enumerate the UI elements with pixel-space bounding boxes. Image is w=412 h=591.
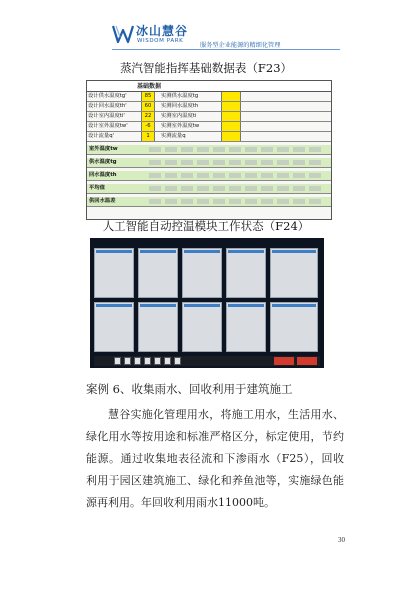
- table-row: [87, 122, 331, 132]
- row-label: 供水温度tg: [89, 159, 117, 165]
- row-label-measured: 实测回水温度th: [161, 103, 199, 109]
- base-data-table: [86, 80, 332, 220]
- page-header: [0, 0, 412, 52]
- case-title: 案例 6、收集雨水、回收利用于建筑施工: [86, 382, 293, 396]
- table-row: [87, 171, 331, 181]
- table-heading: 基础数据: [87, 81, 331, 92]
- row-label: 回水温度th: [89, 172, 117, 178]
- table-row: [87, 184, 331, 194]
- row-label: 设计室外温度tw': [88, 123, 128, 129]
- row-label-measured: 实测室外温度tw: [161, 123, 200, 129]
- row-label: 室外温度tw: [89, 146, 118, 152]
- row-value-measured: [221, 112, 241, 121]
- row-label: 设计流量q': [88, 133, 115, 139]
- row-label-measured: 实测流量q: [161, 133, 186, 139]
- body-paragraph: 慧谷实施化管理用水，将施工用水，生活用水、绿化用水等按用途和标准严格区分，标定使用，节约能源。通过收集地表径流和下渗雨水（F25），回收利用于园区建筑施工、绿化和养鱼池等，实施绿色能源再利用。年回收利用雨水11000吨。: [86, 408, 344, 509]
- control-screen-photo: [90, 238, 324, 368]
- row-value: 85: [141, 92, 155, 101]
- row-value-measured: [221, 122, 241, 131]
- table-row: [87, 158, 331, 168]
- row-value: 22: [141, 112, 155, 121]
- table-row: [87, 132, 331, 142]
- table-row: [87, 197, 331, 207]
- row-value: 60: [141, 102, 155, 111]
- row-label-measured: 实测供水温度tg: [161, 93, 199, 99]
- table-row: [87, 92, 331, 102]
- header-tagline: 服务型企业能源的精细化管理: [200, 42, 281, 49]
- row-value: -6: [141, 122, 155, 131]
- row-value: 1: [141, 132, 155, 141]
- row-value-measured: [221, 132, 241, 141]
- logo-name-cn: 冰山慧谷: [136, 24, 189, 38]
- row-value-measured: [221, 92, 241, 101]
- row-label: 供回水温差: [89, 198, 116, 204]
- table-row: [87, 102, 331, 112]
- figure-f23-caption: 蒸汽智能指挥基础数据表（F23）: [119, 61, 293, 75]
- figure-f24-caption: 人工智能自动控温模块工作状态（F24）: [102, 219, 310, 233]
- page-number: 30: [338, 536, 345, 544]
- row-label: 平均值: [89, 185, 105, 191]
- logo-w-icon: [112, 24, 134, 44]
- row-label-measured: 实测室内温度ti: [161, 113, 197, 119]
- row-label: 设计回水温度th': [88, 103, 127, 109]
- row-label: 设计室内温度ti': [88, 113, 125, 119]
- logo-name-en: WISDOM PARK: [137, 38, 184, 44]
- row-label: 设计供水温度tg': [88, 93, 127, 99]
- header-divider: [112, 49, 340, 50]
- table-row: [87, 112, 331, 122]
- table-row: [87, 145, 331, 155]
- row-value-measured: [221, 102, 241, 111]
